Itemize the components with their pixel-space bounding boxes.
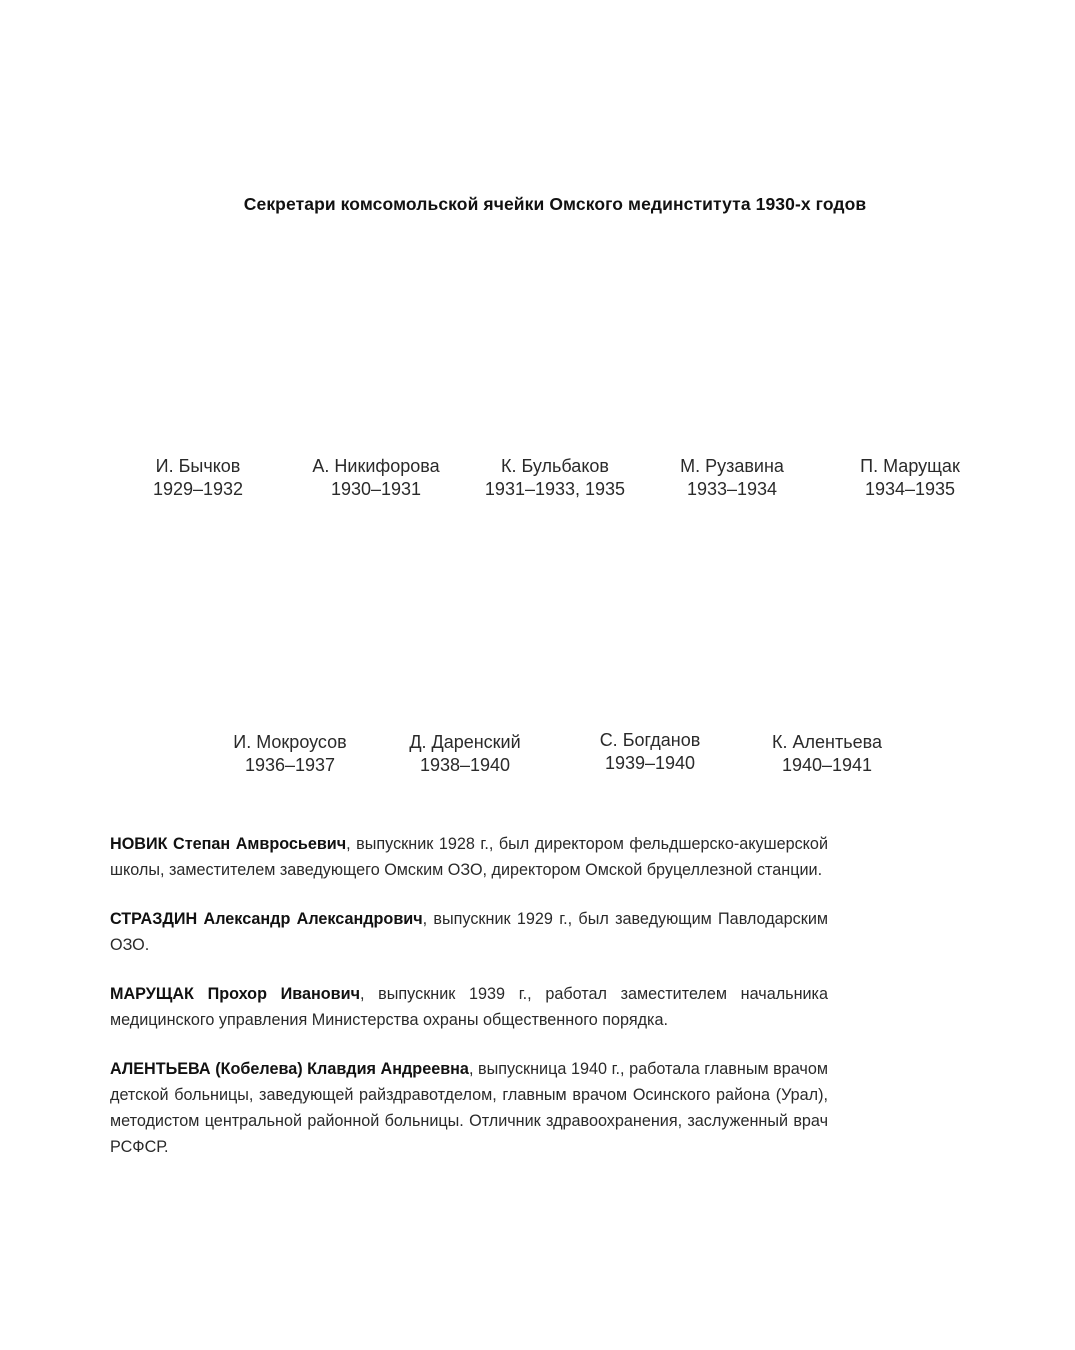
biography-text: , выпускник 1928 г., был директором фельдшерско-акушерской школы, заместителем заведующего Омским ОЗО, директором Омской бруцеллезной станции. — [110, 835, 828, 879]
biography-text: , выпускник 1929 г., был заведующим Павлодарским ОЗО. — [110, 910, 828, 954]
caption-name: К. Алентьева — [772, 732, 882, 752]
photo-caption — [365, 731, 565, 777]
caption-name: И. Бычков — [155, 456, 241, 476]
caption-years: 1933–1934 — [686, 479, 778, 499]
caption-name: М. Рузавина — [680, 456, 784, 476]
photo-caption — [455, 455, 655, 501]
photo-caption — [550, 729, 750, 775]
biography-entry — [110, 831, 828, 883]
caption-years: 1939–1940 — [604, 753, 696, 773]
biography-name: МАРУЩАК Прохор Иванович — [110, 985, 360, 1003]
caption-name: А. Никифорова — [312, 456, 440, 476]
caption-years: 1931–1933, 1935 — [484, 479, 626, 499]
caption-years: 1938–1940 — [419, 755, 511, 775]
photo-caption — [276, 455, 476, 501]
photo-caption — [727, 731, 927, 777]
biography-list — [110, 831, 828, 1183]
caption-name: К. Бульбаков — [501, 456, 609, 476]
caption-name: Д. Даренский — [409, 732, 521, 752]
caption-years: 1929–1932 — [152, 479, 244, 499]
photo-caption — [98, 455, 298, 501]
biography-text: , выпускница 1940 г., работала главным врачом детской больницы, заведующей райздравотделом, главным врачом Осинского района (Урал), методистом центральной районной больницы. Отличник здравоохранения, заслуженный врач РСФСР. — [110, 1060, 828, 1156]
biography-text: , выпускник 1939 г., работал заместителем начальника медицинского управления Министерства охраны общественного порядка. — [110, 985, 828, 1029]
biography-entry — [110, 981, 828, 1033]
caption-years: 1940–1941 — [781, 755, 873, 775]
biography-name: СТРАЗДИН Александр Александрович — [110, 910, 423, 928]
page-title: Секретари комсомольской ячейки Омского мединститута 1930-х годов — [243, 194, 867, 214]
caption-name: П. Марущак — [860, 456, 960, 476]
biography-entry — [110, 906, 828, 958]
caption-years: 1930–1931 — [330, 479, 422, 499]
caption-name: И. Мокроусов — [233, 732, 347, 752]
biography-name: НОВИК Степан Амвросьевич — [110, 835, 347, 853]
caption-years: 1934–1935 — [864, 479, 956, 499]
photo-caption — [810, 455, 1010, 501]
biography-entry — [110, 1056, 828, 1160]
biography-name: АЛЕНТЬЕВА (Кобелева) Клавдия Андреевна — [110, 1060, 469, 1078]
caption-name: С. Богданов — [599, 730, 701, 750]
caption-years: 1936–1937 — [244, 755, 336, 775]
photo-caption — [190, 731, 390, 777]
photo-caption — [632, 455, 832, 501]
